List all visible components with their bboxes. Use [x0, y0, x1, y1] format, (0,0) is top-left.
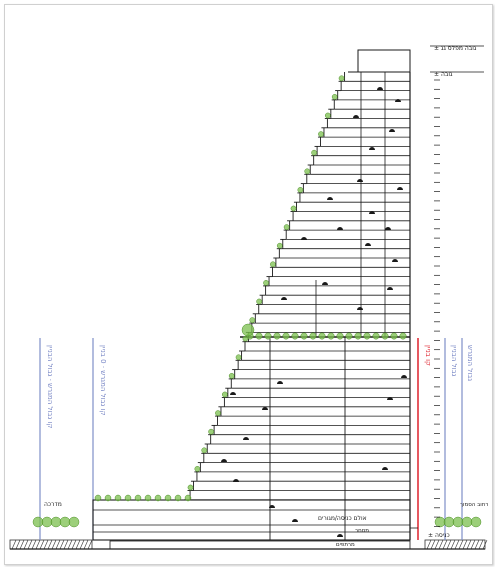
- tree-icon: [301, 333, 307, 339]
- planter-icon: [291, 206, 296, 211]
- planter-icon: [332, 94, 337, 99]
- planter-icon: [277, 243, 282, 248]
- furniture-icon: [337, 227, 343, 230]
- planter-icon: [215, 411, 220, 416]
- hatch-line: [60, 540, 64, 549]
- furniture-icon: [385, 227, 391, 230]
- tree-icon: [364, 333, 370, 339]
- planter-icon: [325, 113, 330, 118]
- planter-icon: [155, 495, 161, 501]
- planter-icon: [188, 485, 193, 490]
- furniture-icon: [230, 392, 236, 395]
- building-section: [93, 50, 418, 549]
- basement-label: מרתפים: [336, 542, 355, 548]
- hatch-line: [463, 540, 467, 549]
- furniture-icon: [262, 407, 268, 410]
- furniture-icon: [387, 287, 393, 290]
- furniture-icon: [353, 115, 359, 118]
- hatch-line: [72, 540, 76, 549]
- hatch-line: [68, 540, 72, 549]
- hatch-line: [479, 540, 483, 549]
- lobby-label: אולם כניסה/מגורים: [318, 515, 367, 522]
- tree-icon: [69, 517, 79, 527]
- planter-icon: [195, 466, 200, 471]
- furniture-icon: [357, 307, 363, 310]
- sidewalk-right-label: רחוב הסמוך: [460, 502, 489, 508]
- furniture-icon: [389, 129, 395, 132]
- planter-icon: [185, 495, 191, 501]
- greenery-layer: [33, 76, 481, 527]
- planter-icon: [236, 355, 241, 360]
- planter-icon: [270, 262, 275, 267]
- tree-icon: [400, 333, 406, 339]
- tree-icon: [265, 333, 271, 339]
- furniture-icon: [243, 437, 249, 440]
- furniture-icon: [301, 237, 307, 240]
- hatch-line: [435, 540, 439, 549]
- hatch-line: [20, 540, 24, 549]
- tree-icon: [462, 517, 472, 527]
- planter-icon: [312, 150, 317, 155]
- tree-icon: [33, 517, 43, 527]
- tree-icon: [51, 517, 61, 527]
- basement-slab: [110, 541, 410, 549]
- hatch-line: [40, 540, 44, 549]
- planter-icon: [175, 495, 181, 501]
- tree-icon: [391, 333, 397, 339]
- planter-icon: [222, 392, 227, 397]
- furniture-icon: [395, 99, 401, 102]
- hatch-line: [88, 540, 92, 549]
- planter-icon: [318, 132, 323, 137]
- hatch-line: [471, 540, 475, 549]
- furniture-icon: [365, 243, 371, 246]
- planter-icon: [263, 280, 268, 285]
- boundary-label-left-near: קו גבול המגרש · 0 בניין: [99, 345, 107, 416]
- hatch-line: [475, 540, 479, 549]
- furniture-icon: [337, 534, 343, 537]
- hatch-line: [80, 540, 84, 549]
- hatch-line: [24, 540, 28, 549]
- hatch-line: [64, 540, 68, 549]
- furniture-icon: [221, 459, 227, 462]
- hatch-line: [16, 540, 20, 549]
- commercial-label: מסחר: [355, 528, 370, 534]
- hatch-line: [459, 540, 463, 549]
- furniture-icon: [397, 187, 403, 190]
- tree-icon: [60, 517, 70, 527]
- tree-icon: [42, 517, 52, 527]
- tree-icon: [373, 333, 379, 339]
- tree-icon: [256, 333, 262, 339]
- planter-icon: [250, 318, 255, 323]
- planter-icon: [284, 225, 289, 230]
- tree-icon: [319, 333, 325, 339]
- hatch-line: [48, 540, 52, 549]
- hatch-line: [427, 540, 431, 549]
- hatch-line: [52, 540, 56, 549]
- planter-icon: [115, 495, 121, 501]
- planter-icon: [257, 299, 262, 304]
- planter-icon: [135, 495, 141, 501]
- hatch-line: [467, 540, 471, 549]
- tree-icon: [337, 333, 343, 339]
- furniture-icon: [377, 87, 383, 90]
- hatch-line: [32, 540, 36, 549]
- hatch-line: [76, 540, 80, 549]
- furniture-icon: [277, 381, 283, 384]
- tree-icon: [453, 517, 463, 527]
- hatch-line: [447, 540, 451, 549]
- hatch-line: [451, 540, 455, 549]
- roof-structure: [358, 50, 410, 72]
- planter-icon: [229, 373, 234, 378]
- ground-strip-right: [425, 540, 485, 549]
- hatch-line: [28, 540, 32, 549]
- furniture-icon: [401, 375, 407, 378]
- furniture-icon: [357, 179, 363, 182]
- level-marks: [430, 46, 484, 526]
- planter-icon: [209, 429, 214, 434]
- hatch-line: [431, 540, 435, 549]
- entrance-level-label: ± כניסה: [428, 532, 450, 539]
- tree-icon: [355, 333, 361, 339]
- tree-icon: [382, 333, 388, 339]
- hatch-line: [56, 540, 60, 549]
- planter-icon: [95, 495, 101, 501]
- furniture-icon: [233, 479, 239, 482]
- boundary-label-left-far: קו גבול המגרש · גבול הבניין: [46, 345, 54, 429]
- planter-icon: [339, 76, 344, 81]
- boundary-label-right-red: קו בניין: [424, 345, 432, 366]
- tree-icon: [444, 517, 454, 527]
- tree-icon: [435, 517, 445, 527]
- hatch-line: [36, 540, 40, 549]
- tree-icon: [471, 517, 481, 527]
- sidewalk-left-label: מדרכה: [44, 501, 62, 508]
- planter-icon: [202, 448, 207, 453]
- hatch-line: [12, 540, 16, 549]
- furniture-icon: [369, 147, 375, 150]
- top-elevation-label-1: ± גובה מפלס גג: [434, 45, 477, 52]
- planter-icon: [105, 495, 111, 501]
- furniture-icon: [392, 259, 398, 262]
- hatch-line: [439, 540, 443, 549]
- tree-icon: [242, 324, 254, 336]
- tree-icon: [346, 333, 352, 339]
- tree-icon: [283, 333, 289, 339]
- tree-icon: [292, 333, 298, 339]
- boundary-label-right-b: גבול המגרש: [466, 345, 474, 382]
- planter-icon: [165, 495, 171, 501]
- hatch-line: [84, 540, 88, 549]
- hatch-line: [44, 540, 48, 549]
- tree-icon: [310, 333, 316, 339]
- planter-icon: [145, 495, 151, 501]
- tree-icon: [274, 333, 280, 339]
- tree-icon: [328, 333, 334, 339]
- planter-icon: [125, 495, 131, 501]
- boundary-label-right-a: גבול הבניין: [450, 345, 458, 377]
- furniture-icon: [292, 519, 298, 522]
- furniture-icon: [382, 467, 388, 470]
- planter-icon: [305, 169, 310, 174]
- furniture-icon: [322, 282, 328, 285]
- hatch-line: [443, 540, 447, 549]
- hatch-line: [455, 540, 459, 549]
- furniture-icon: [281, 297, 287, 300]
- furniture-icon: [327, 197, 333, 200]
- top-elevation-label-2: ± גובה: [434, 71, 453, 78]
- planter-icon: [298, 187, 303, 192]
